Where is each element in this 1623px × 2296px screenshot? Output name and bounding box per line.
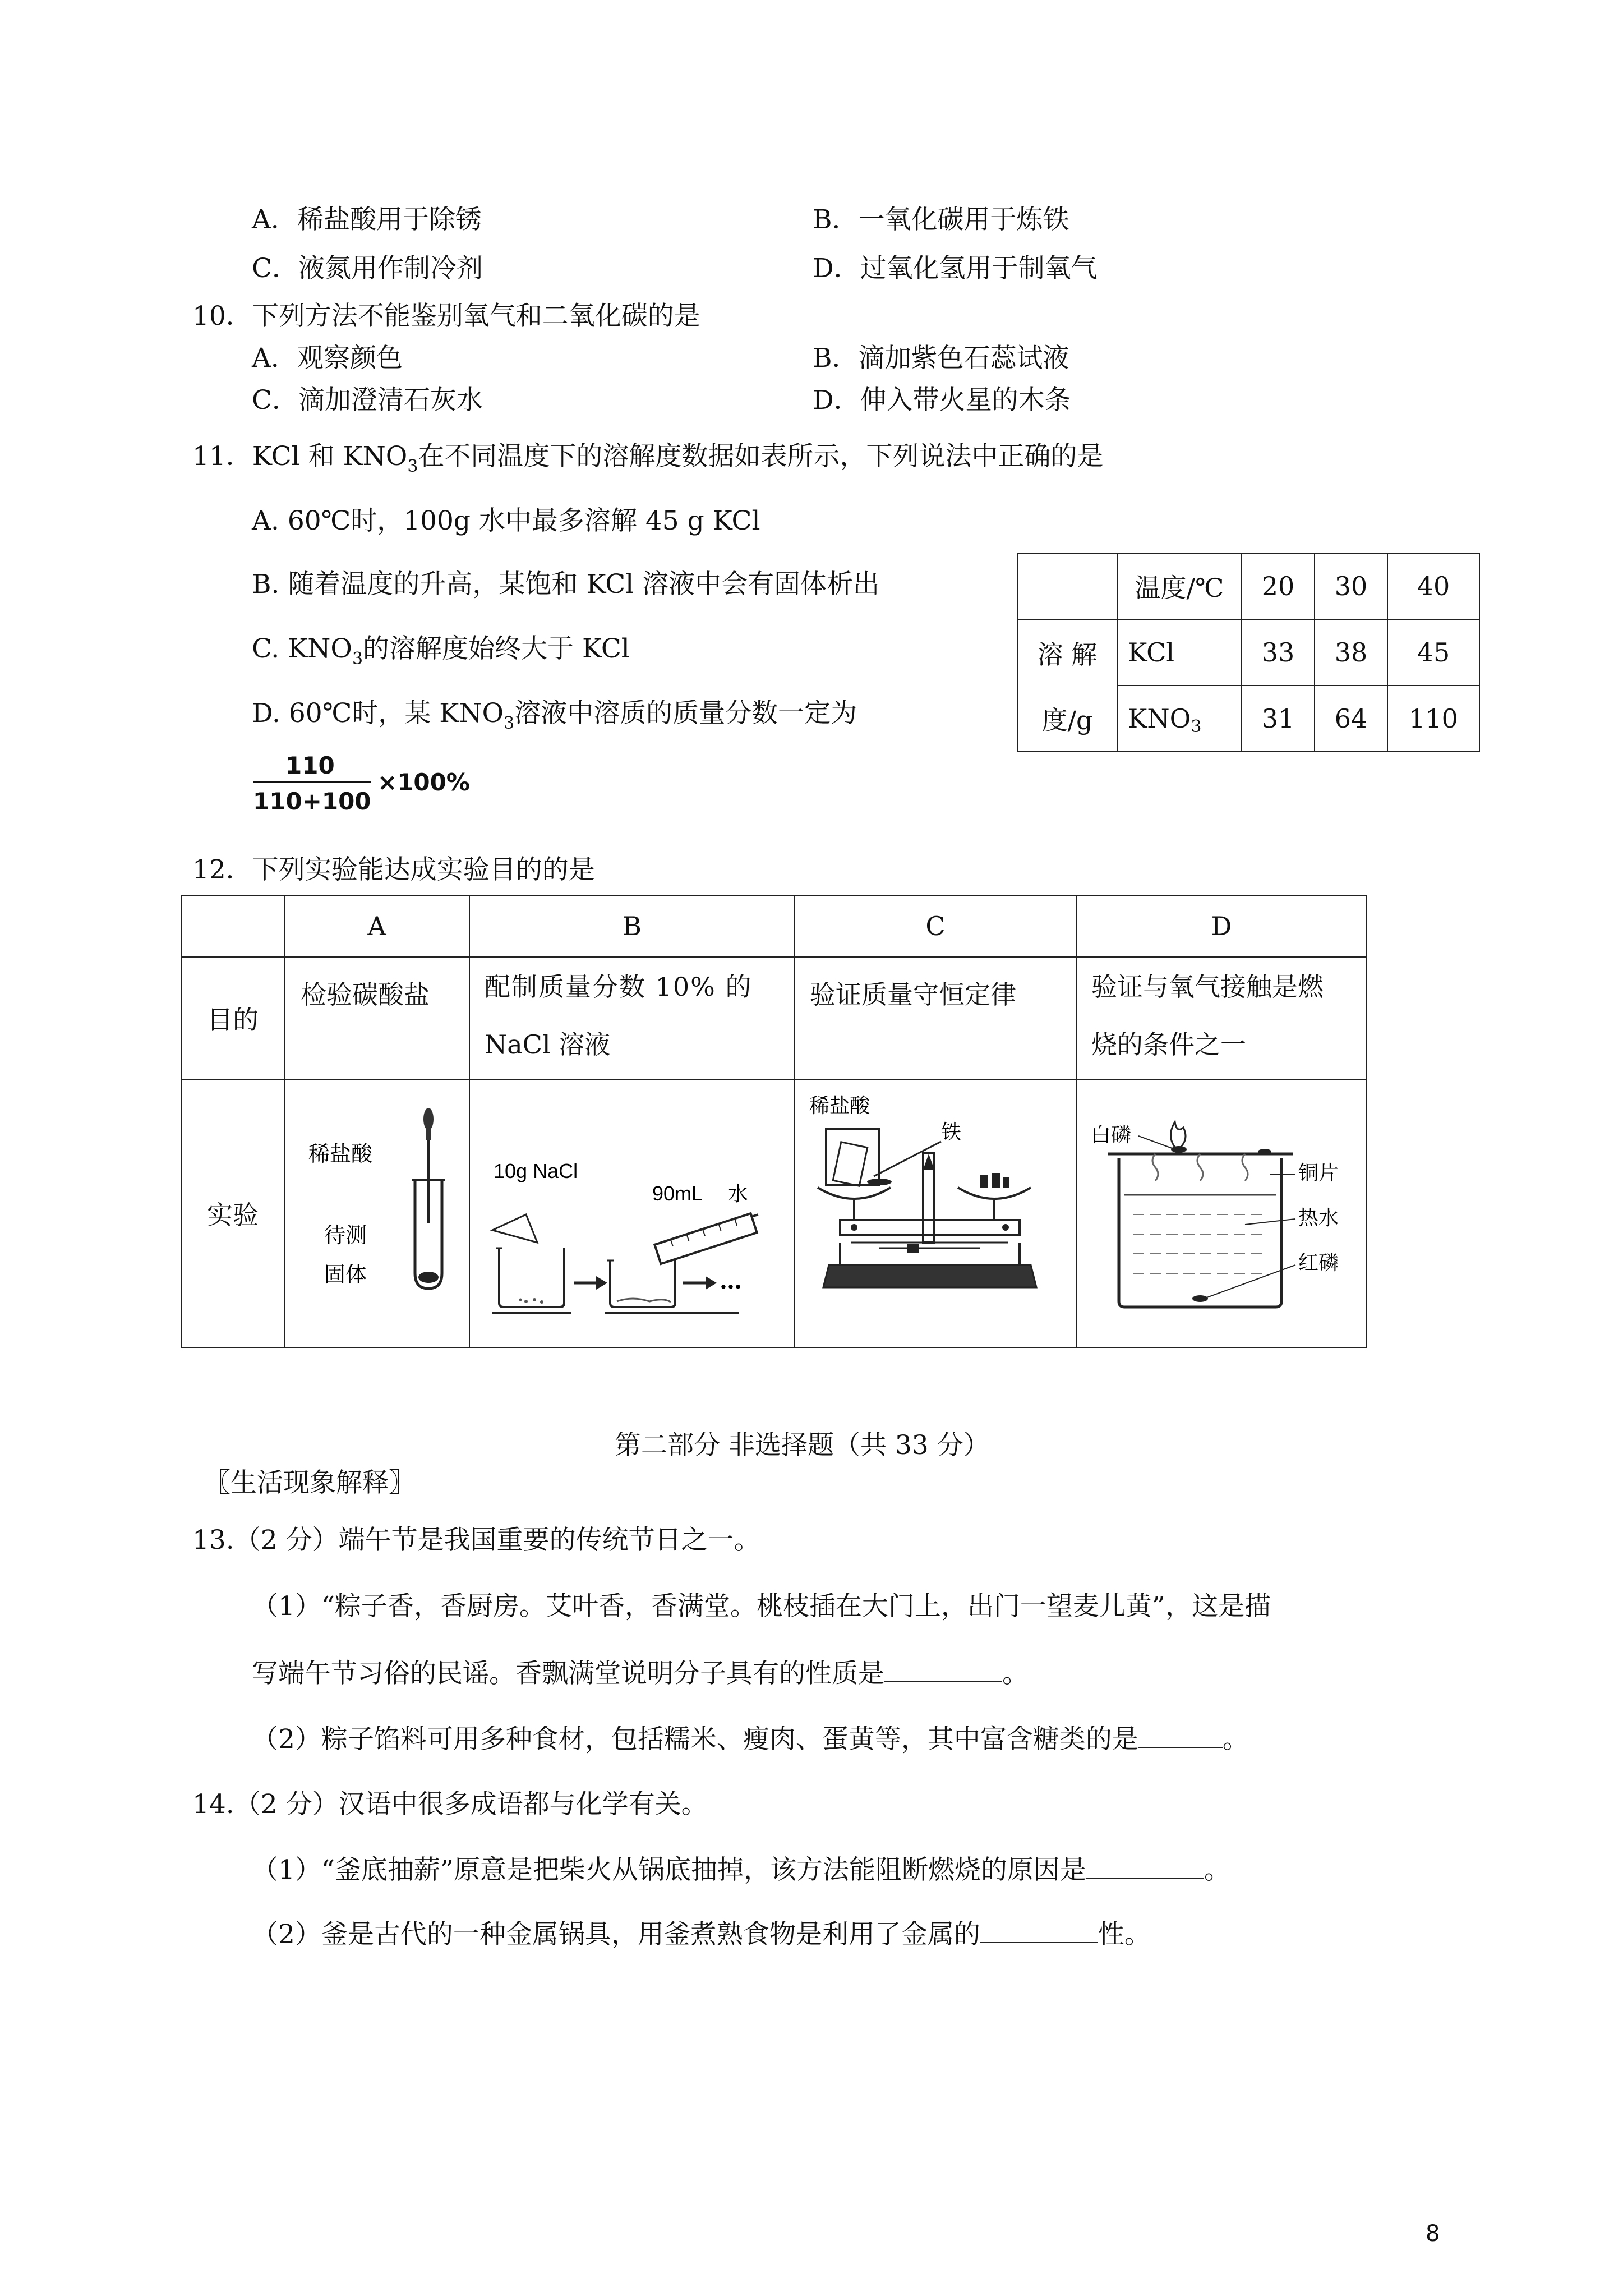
exp-table-corner [181, 895, 284, 957]
table-temp-30: 30 [1315, 553, 1387, 619]
solution-prep-figure [470, 1080, 794, 1348]
label-dilute-hcl-c: 稀盐酸 [809, 1094, 870, 1117]
label-10g-nacl: 10g NaCl [494, 1159, 578, 1182]
exp-goal-d: 验证与氧气接触是燃 烧的条件之一 [1076, 957, 1367, 1079]
exp-col-d: D [1076, 895, 1367, 957]
experiment-table [181, 895, 1367, 1348]
q14-answer-blank-2[interactable] [980, 1941, 1098, 1943]
table-row-kcl-name: KCl [1117, 619, 1242, 685]
label-iron: 铁 [941, 1121, 962, 1144]
label-red-phosphorus: 红磷 [1298, 1251, 1339, 1274]
q12-stem: 12．下列实验能达成实验目的的是 [192, 854, 595, 885]
q11-option-b: B. 随着温度的升高，某饱和 KCl 溶液中会有固体析出 [252, 569, 880, 600]
test-tube-figure [285, 1080, 468, 1348]
q13-part1-line1: （1）“粽子香，香厨房。艾叶香，香满堂。桃枝插在大门上，出门一望麦儿黄”，这是描 [252, 1591, 1271, 1622]
q11-option-d: D. 60℃时，某 $KNO_3$溶液中溶质的质量分数一定为 [252, 698, 857, 733]
label-hot-water: 热水 [1298, 1207, 1339, 1230]
table-kno3-30: 64 [1315, 685, 1387, 752]
exp-figure-c [795, 1079, 1076, 1347]
exp-goal-c: 验证质量守恒定律 [795, 957, 1076, 1079]
table-header-temp: 温度/℃ [1117, 553, 1242, 619]
table-side-label-2: 度/g [1017, 685, 1117, 752]
exp-figure-a [284, 1079, 469, 1347]
q14-part1: （1）“釜底抽薪”原意是把柴火从锅底抽掉，该方法能阻断燃烧的原因是 。 [252, 1855, 1230, 1885]
q10-option-d: D．伸入带火星的木条 [813, 385, 1071, 416]
q10-stem: 10．下列方法不能鉴别氧气和二氧化碳的是 [192, 301, 700, 332]
q14-answer-blank-1[interactable] [1086, 1877, 1204, 1879]
exp-col-b: B [469, 895, 795, 957]
fraction-numerator: 110 [285, 752, 335, 779]
label-water: 水 [728, 1182, 749, 1205]
label-90ml: 90mL [652, 1182, 703, 1205]
fraction-tail: ×100% [377, 769, 470, 796]
table-kcl-40: 45 [1387, 619, 1479, 685]
label-white-phosphorus: 白磷 [1091, 1124, 1132, 1147]
q13-part2: （2）粽子馅料可用多种食材，包括糯米、瘦肉、蛋黄等，其中富含糖类的是 。 [252, 1724, 1249, 1755]
q11-option-c: C. $KNO_3$的溶解度始终大于 KCl [252, 633, 630, 669]
table-corner [1017, 553, 1117, 619]
q13-part1-line2: 写端午节习俗的民谣。香飘满堂说明分子具有的性质是 。 [252, 1658, 1029, 1689]
combustion-figure [1077, 1080, 1372, 1348]
table-temp-20: 20 [1242, 553, 1315, 619]
section-heading: 〖生活现象解释〗 [204, 1467, 415, 1498]
q11-option-a: A. 60℃时，100g 水中最多溶解 45 g KCl [252, 505, 760, 536]
table-side-label-1: 溶 解 [1017, 619, 1117, 685]
q9-option-c: C．液氮用作制冷剂 [252, 253, 483, 284]
q9-option-b: B．一氧化碳用于炼铁 [813, 204, 1069, 235]
exp-row-goal-label: 目的 [181, 957, 284, 1079]
exp-col-a: A [284, 895, 469, 957]
table-temp-40: 40 [1387, 553, 1479, 619]
exp-goal-b: 配制质量分数 10% 的 NaCl 溶液 [469, 957, 795, 1079]
balance-figure [795, 1080, 1076, 1348]
table-kcl-30: 38 [1315, 619, 1387, 685]
table-kno3-20: 31 [1242, 685, 1315, 752]
part2-title: 第二部分 非选择题（共 33 分） [615, 1430, 990, 1461]
label-solid: 固体 [324, 1262, 367, 1287]
table-kcl-20: 33 [1242, 619, 1315, 685]
q9-option-d: D．过氧化氢用于制氧气 [813, 253, 1098, 284]
exp-col-c: C [795, 895, 1076, 957]
exp-goal-a: 检验碳酸盐 [284, 957, 469, 1079]
q14-part2: （2）釜是古代的一种金属锅具，用釜煮熟食物是利用了金属的 性。 [252, 1919, 1151, 1950]
table-kno3-40: 110 [1387, 685, 1479, 752]
solubility-table [1017, 553, 1480, 752]
label-dilute-hcl: 稀盐酸 [308, 1142, 373, 1166]
q13-stem: 13.（2 分）端午节是我国重要的传统节日之一。 [192, 1525, 760, 1556]
exp-figure-b [469, 1079, 795, 1347]
q14-stem: 14.（2 分）汉语中很多成语都与化学有关。 [192, 1789, 708, 1820]
q13-answer-blank-1[interactable] [884, 1681, 1002, 1682]
exp-row-exp-label: 实验 [181, 1079, 284, 1347]
label-copper-sheet: 铜片 [1298, 1162, 1339, 1185]
q10-option-a: A．观察颜色 [252, 343, 403, 374]
q10-option-c: C．滴加澄清石灰水 [252, 385, 483, 416]
q13-answer-blank-2[interactable] [1138, 1746, 1223, 1748]
q9-option-a: A．稀盐酸用于除锈 [252, 204, 482, 235]
q11-stem: 11．KCl 和 $KNO_3$在不同温度下的溶解度数据如表所示，下列说法中正确的是 [192, 441, 1104, 476]
page-number: 8 [1426, 2221, 1440, 2247]
label-test: 待测 [324, 1223, 367, 1248]
table-row-kno3-name: KNO3 [1117, 685, 1242, 752]
exp-figure-d [1076, 1079, 1367, 1347]
fraction-denominator: 110+100 [253, 788, 371, 815]
q10-option-b: B．滴加紫色石蕊试液 [813, 343, 1069, 374]
fraction-bar [253, 781, 371, 783]
ellipsis: … [720, 1268, 742, 1294]
